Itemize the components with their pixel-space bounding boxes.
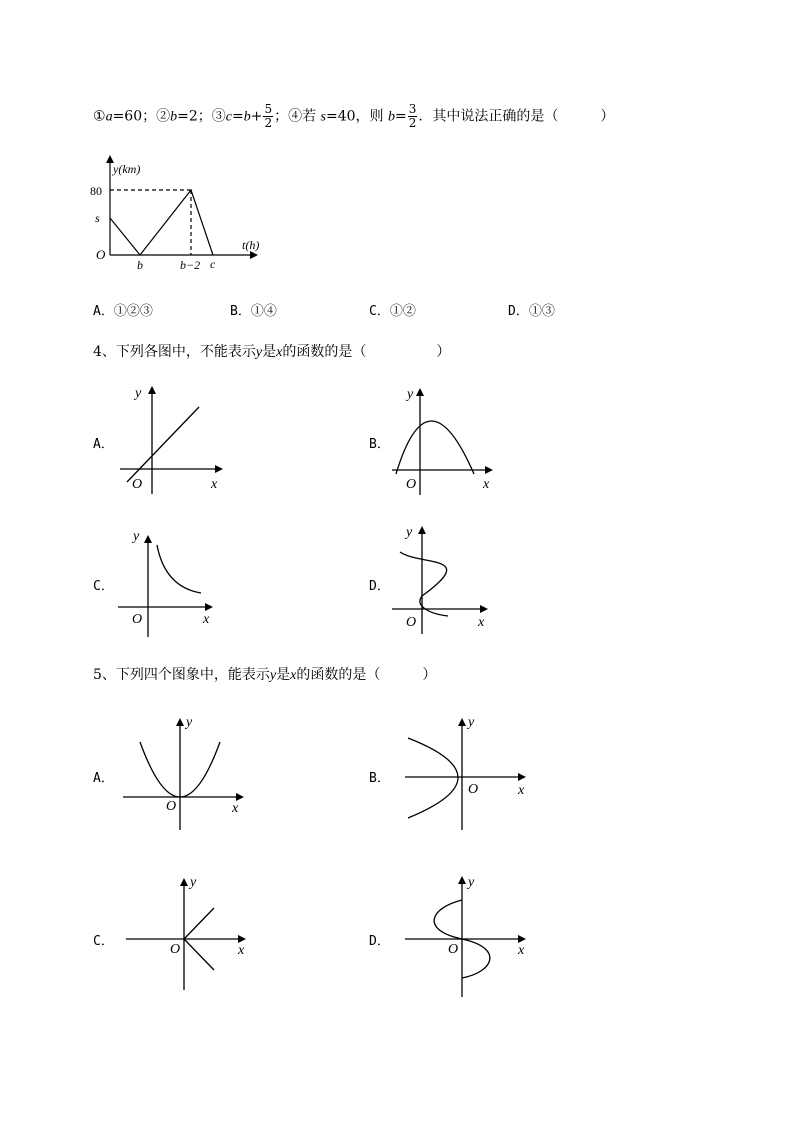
q5-option-a-graph[interactable] bbox=[118, 712, 253, 837]
ray-down bbox=[184, 939, 214, 970]
x-label: x bbox=[518, 783, 525, 798]
numerator: 5 bbox=[264, 102, 273, 116]
origin-label: O bbox=[166, 799, 177, 814]
y-label: y bbox=[135, 386, 142, 401]
q4-option-b-letter[interactable]: B． bbox=[369, 437, 390, 452]
parabola-curve bbox=[396, 421, 474, 474]
eq-text: = bbox=[394, 108, 407, 125]
q4-option-c-letter[interactable]: C． bbox=[93, 579, 114, 594]
question-text: 是 bbox=[276, 667, 291, 683]
tick-s: s bbox=[95, 211, 100, 225]
q3-option-a[interactable]: A．①②③ bbox=[93, 304, 153, 319]
x-label: x bbox=[203, 612, 210, 627]
y-label: y bbox=[468, 715, 475, 730]
var-y: y bbox=[255, 345, 263, 360]
y-label: y bbox=[406, 525, 413, 540]
eq-text: = bbox=[231, 108, 244, 125]
x-axis-label: t(h) bbox=[242, 238, 260, 252]
eq-text: =60； bbox=[112, 108, 157, 125]
x-arrow-icon bbox=[236, 793, 244, 801]
q4-option-a-letter[interactable]: A． bbox=[93, 437, 114, 452]
origin-label: O bbox=[448, 942, 459, 957]
x-label: x bbox=[478, 615, 485, 630]
line-graph bbox=[127, 407, 199, 482]
origin-label: O bbox=[406, 615, 417, 630]
q3-option-d[interactable]: D．①③ bbox=[508, 304, 555, 319]
eq-text: =2； bbox=[177, 108, 212, 125]
q4-option-c-graph[interactable] bbox=[115, 525, 230, 640]
y-label: y bbox=[190, 875, 197, 890]
x-label: x bbox=[483, 477, 490, 492]
var-b: b bbox=[387, 109, 395, 125]
q5-option-d-graph[interactable] bbox=[400, 870, 535, 1000]
q5-option-c-letter[interactable]: C． bbox=[93, 934, 114, 949]
y-label: y bbox=[133, 529, 140, 544]
q3-distance-time-graph bbox=[90, 155, 280, 275]
var-b: b bbox=[170, 109, 178, 125]
sideways-parabola bbox=[408, 738, 458, 818]
var-c: c bbox=[225, 109, 232, 125]
ray-up bbox=[184, 908, 214, 939]
y-arrow-icon bbox=[416, 388, 424, 396]
hyperbola-curve bbox=[157, 545, 201, 593]
y-label: y bbox=[468, 875, 475, 890]
x-arrow-icon bbox=[518, 935, 526, 943]
question-text: 下列各图中，不能表示 bbox=[115, 344, 256, 360]
y-arrow-icon bbox=[418, 526, 426, 534]
q3-option-c[interactable]: C．①② bbox=[369, 304, 416, 319]
var-b: b bbox=[243, 109, 251, 125]
x-label: x bbox=[238, 943, 245, 958]
x-arrow-icon bbox=[518, 773, 526, 781]
q4-option-d-letter[interactable]: D． bbox=[369, 579, 390, 594]
origin-label: O bbox=[170, 942, 181, 957]
y-label: y bbox=[407, 387, 414, 402]
x-label: x bbox=[211, 477, 218, 492]
s-curve bbox=[400, 552, 448, 616]
var-a: a bbox=[105, 109, 113, 125]
graph-polyline bbox=[110, 190, 213, 255]
q5-option-a-letter[interactable]: A． bbox=[93, 771, 114, 786]
plus-sign: + bbox=[250, 108, 263, 125]
var-x: x bbox=[276, 345, 283, 360]
statement-4-marker: ④若 bbox=[288, 108, 321, 125]
tick-c: c bbox=[210, 257, 216, 271]
y-axis-label: y(km) bbox=[113, 162, 141, 176]
q5-option-c-graph[interactable] bbox=[118, 870, 253, 995]
q3-statement bbox=[93, 103, 614, 130]
denominator: 2 bbox=[264, 116, 273, 130]
question-text: 是 bbox=[262, 344, 277, 360]
q4-option-a-graph[interactable] bbox=[115, 382, 230, 497]
origin-label: O bbox=[96, 247, 106, 262]
question-text: 的函数的是（ ） bbox=[282, 344, 451, 360]
denominator: 2 bbox=[408, 116, 417, 130]
x-arrow-icon bbox=[215, 465, 223, 473]
y-arrow-icon bbox=[180, 878, 188, 886]
statement-tail: ．其中说法正确的是（ ） bbox=[418, 108, 615, 125]
separator: ； bbox=[274, 108, 289, 125]
var-x: x bbox=[290, 668, 297, 683]
question-text: 的函数的是（ ） bbox=[296, 667, 437, 683]
origin-label: O bbox=[468, 782, 479, 797]
eq-text: =40，则 bbox=[325, 108, 388, 125]
origin-label: O bbox=[132, 612, 143, 627]
var-s: s bbox=[320, 109, 326, 125]
x-arrow-icon bbox=[238, 935, 246, 943]
statement-3-marker: ③ bbox=[211, 108, 226, 125]
y-arrow-icon bbox=[144, 535, 152, 543]
x-label: x bbox=[518, 943, 525, 958]
x-arrow-icon bbox=[480, 605, 488, 613]
y-arrow-icon bbox=[458, 876, 466, 884]
q4-option-d-graph[interactable] bbox=[390, 522, 505, 637]
tick-b: b bbox=[137, 258, 143, 272]
statement-1-marker: ① bbox=[93, 108, 106, 125]
question-number: 4、 bbox=[93, 344, 116, 360]
y-arrow-icon bbox=[176, 718, 184, 726]
y-arrow-icon bbox=[148, 386, 156, 394]
q5-option-b-graph[interactable] bbox=[400, 712, 535, 837]
q5-question bbox=[93, 664, 436, 684]
x-arrow-icon bbox=[250, 251, 258, 259]
question-text: 下列四个图象中，能表示 bbox=[115, 667, 270, 683]
origin-label: O bbox=[132, 477, 143, 492]
x-label: x bbox=[232, 801, 239, 816]
x-arrow-icon bbox=[205, 603, 213, 611]
fraction-5-2 bbox=[263, 103, 273, 130]
origin-label: O bbox=[406, 477, 417, 492]
q3-option-b[interactable]: B．①④ bbox=[230, 304, 277, 319]
var-y: y bbox=[269, 668, 277, 683]
question-number: 5、 bbox=[93, 667, 116, 683]
q5-option-d-letter[interactable]: D． bbox=[369, 934, 390, 949]
q4-question bbox=[93, 341, 450, 361]
numerator: 3 bbox=[408, 102, 417, 116]
x-arrow-icon bbox=[485, 466, 493, 474]
tick-b-minus-2: b−2 bbox=[180, 258, 201, 272]
statement-2-marker: ② bbox=[156, 108, 171, 125]
q4-option-b-graph[interactable] bbox=[390, 380, 505, 495]
y-arrow-icon bbox=[458, 718, 466, 726]
q5-option-b-letter[interactable]: B． bbox=[369, 771, 390, 786]
y-label: y bbox=[186, 715, 193, 730]
tick-80: 80 bbox=[90, 184, 102, 198]
fraction-3-2 bbox=[408, 103, 418, 130]
